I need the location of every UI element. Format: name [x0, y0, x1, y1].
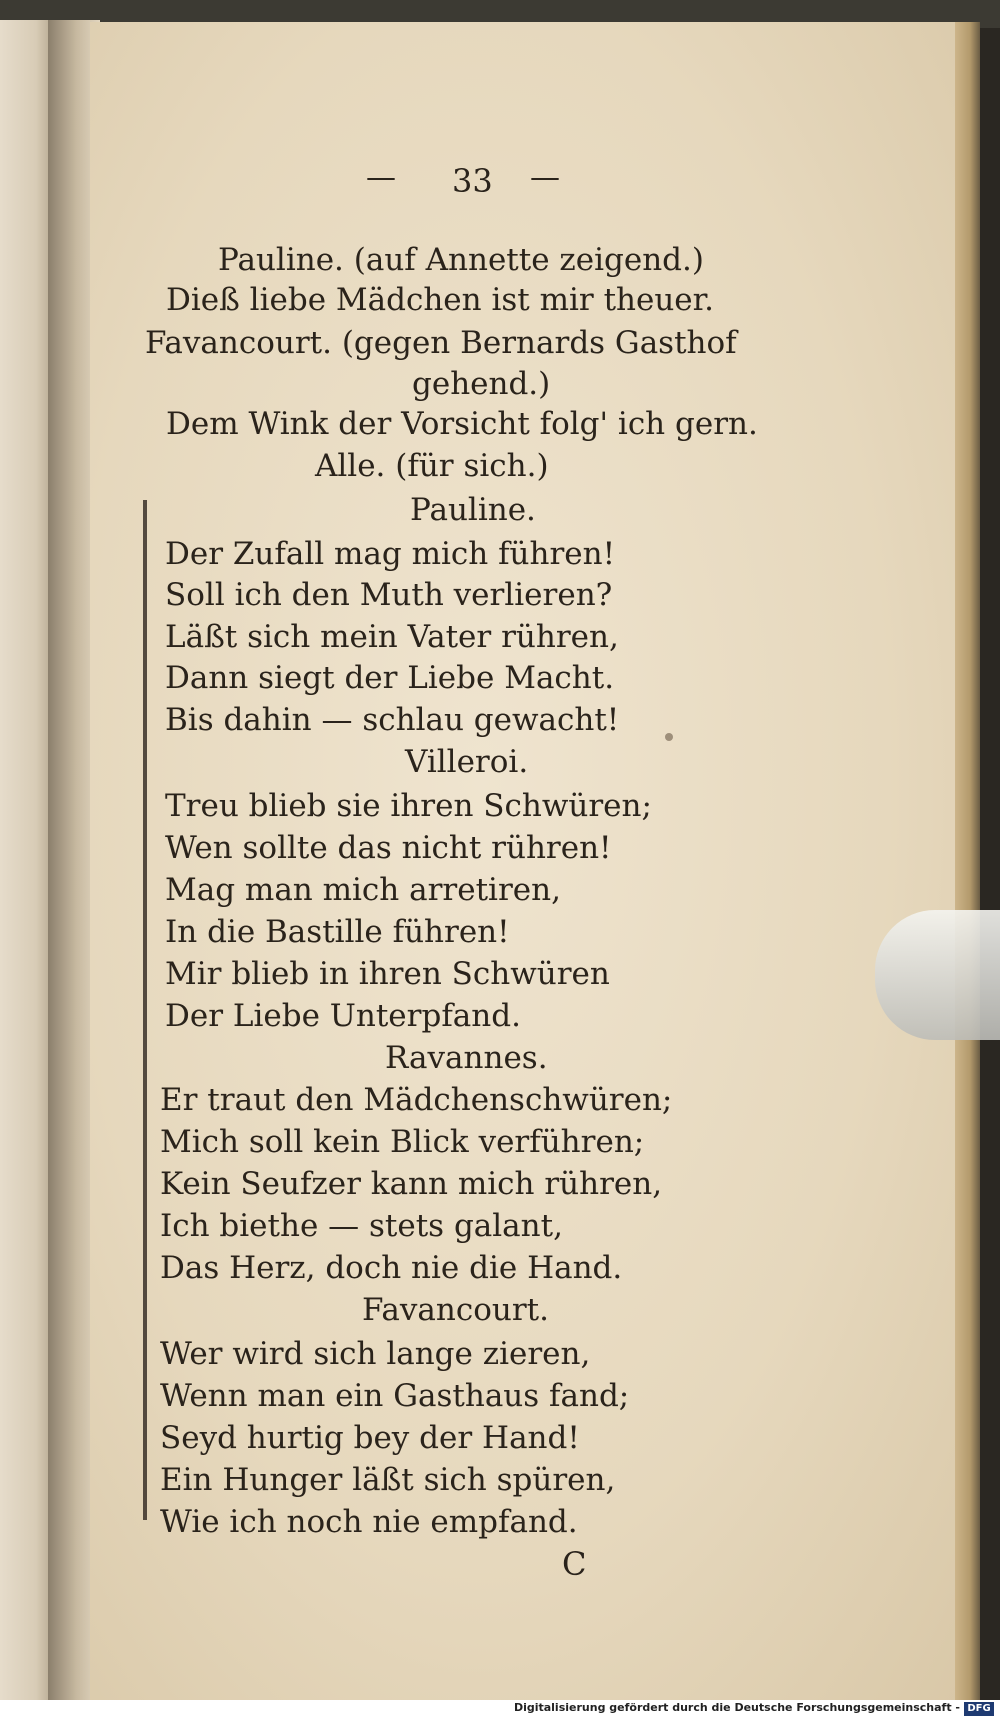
- stage-direction: gehend.): [412, 366, 551, 402]
- speaker-heading: Villeroi.: [405, 744, 529, 780]
- verse-line: Seyd hurtig bey der Hand!: [160, 1420, 580, 1456]
- signature-mark: C: [562, 1545, 587, 1583]
- stage-direction: Favancourt. (gegen Bernards Gasthof: [145, 325, 737, 361]
- verse-line: Mich soll kein Blick verführen;: [160, 1124, 645, 1160]
- verse-line: Mir blieb in ihren Schwüren: [165, 956, 610, 992]
- verse-line: Treu blieb sie ihren Schwüren;: [165, 788, 652, 824]
- verse-line: Wenn man ein Gasthaus fand;: [160, 1378, 630, 1414]
- verse-line: Ein Hunger läßt sich spüren,: [160, 1462, 616, 1498]
- dfg-logo: DFG: [964, 1702, 994, 1716]
- speaker-heading: Favancourt.: [362, 1292, 549, 1328]
- verse-line: Bis dahin — schlau gewacht!: [165, 702, 620, 738]
- thumb-holder: [875, 910, 1000, 1040]
- speaker-heading: Ravannes.: [385, 1040, 548, 1076]
- verse-line: Dem Wink der Vorsicht folg' ich gern.: [166, 406, 758, 442]
- verse-line: Soll ich den Muth verlieren?: [165, 577, 613, 613]
- verse-line: Läßt sich mein Vater rühren,: [165, 619, 619, 655]
- speaker-heading: Pauline.: [410, 492, 536, 528]
- header-dash-right: —: [530, 160, 560, 195]
- stage-direction: Pauline. (auf Annette zeigend.): [218, 242, 704, 278]
- verse-line: Wen sollte das nicht rühren!: [165, 830, 612, 866]
- verse-line: In die Bastille führen!: [165, 914, 510, 950]
- ink-spot: [665, 733, 673, 741]
- footer-credit: Digitalisierung gefördert durch die Deutsche Forschungsgemeinschaft -: [513, 1701, 960, 1714]
- speaker-heading: Alle. (für sich.): [315, 448, 549, 484]
- ensemble-brace: [143, 500, 147, 1520]
- page-number: 33: [452, 162, 493, 200]
- verse-line: Das Herz, doch nie die Hand.: [160, 1250, 623, 1286]
- verse-line: Der Zufall mag mich führen!: [165, 536, 616, 572]
- verse-line: Mag man mich arretiren,: [165, 872, 561, 908]
- verse-line: Dann siegt der Liebe Macht.: [165, 660, 615, 696]
- verse-line: Wie ich noch nie empfand.: [160, 1504, 578, 1540]
- verse-line: Der Liebe Unterpfand.: [165, 998, 521, 1034]
- verse-line: Kein Seufzer kann mich rühren,: [160, 1166, 663, 1202]
- verse-line: Ich biethe — stets galant,: [160, 1208, 563, 1244]
- verse-line: Dieß liebe Mädchen ist mir theuer.: [166, 282, 714, 318]
- header-dash-left: —: [366, 160, 396, 195]
- page-edge: [955, 22, 980, 1702]
- verse-line: Wer wird sich lange zieren,: [160, 1336, 591, 1372]
- verse-line: Er traut den Mädchenschwüren;: [160, 1082, 673, 1118]
